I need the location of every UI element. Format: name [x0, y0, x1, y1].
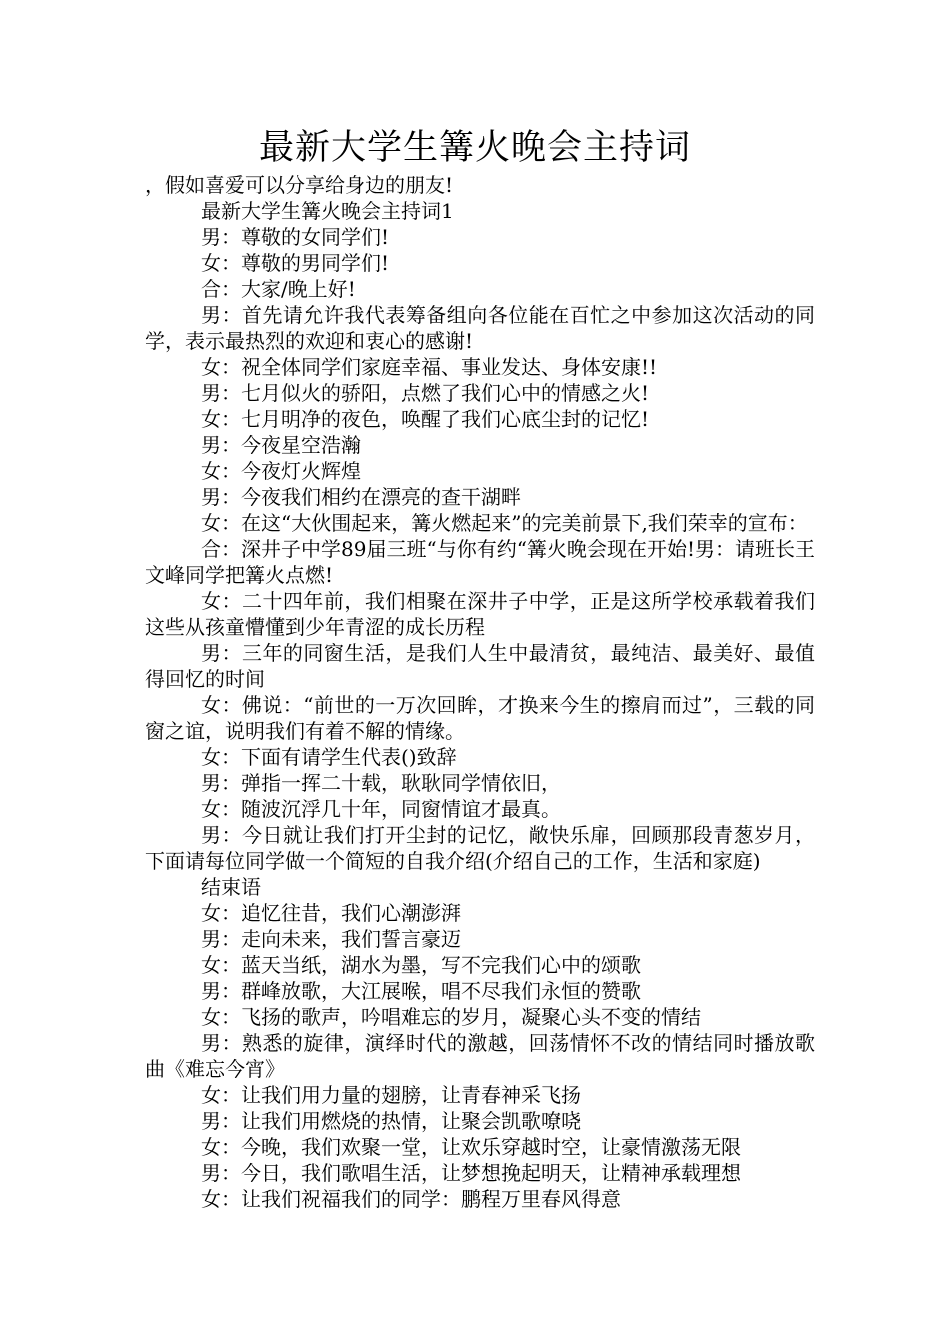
- paragraph: 合：深井子中学89届三班“与你有约“篝火晚会现在开始!男：请班长王文峰同学把篝火点燃!: [145, 537, 815, 587]
- paragraph: 男：今日就让我们打开尘封的记忆，敞快乐扉，回顾那段青葱岁月，下面请每位同学做一个简短的自我介绍(介绍自己的工作，生活和家庭): [145, 823, 815, 873]
- paragraph: 女：祝全体同学们家庭幸福、事业发达、身体安康!!: [201, 355, 658, 379]
- paragraph: 男：首先请允许我代表筹备组向各位能在百忙之中参加这次活动的同学，表示最热烈的欢迎和衷心的感谢!: [145, 303, 815, 353]
- paragraph: 女：下面有请学生代表()致辞: [201, 745, 457, 769]
- paragraph: 男：尊敬的女同学们!: [201, 225, 390, 249]
- paragraph: 合：大家/晚上好!: [201, 277, 356, 301]
- paragraph: 女：佛说：“前世的一万次回眸，才换来今生的擦肩而过”，三载的同窗之谊，说明我们有着不解的情缘。: [145, 693, 815, 743]
- document-title: 最新大学生篝火晚会主持词: [258, 128, 691, 168]
- paragraph: 男：七月似火的骄阳，点燃了我们心中的情感之火!: [201, 381, 650, 405]
- paragraph: 男：今夜我们相约在漂亮的查干湖畔: [201, 485, 521, 509]
- paragraph: 女：二十四年前，我们相聚在深井子中学，正是这所学校承载着我们这些从孩童懵懂到少年青涩的成长历程: [145, 589, 815, 639]
- section-heading-closing: 结束语: [201, 875, 261, 899]
- paragraph: 男：走向未来，我们誓言豪迈: [201, 927, 461, 951]
- paragraph: 女：追忆往昔，我们心潮澎湃: [201, 901, 461, 925]
- paragraph: 男：弹指一挥二十载，耿耿同学情依旧，: [201, 771, 561, 795]
- paragraph: 女：飞扬的歌声，吟唱难忘的岁月，凝聚心头不变的情结: [201, 1005, 701, 1029]
- paragraph: 女：今晚，我们欢聚一堂，让欢乐穿越时空，让豪情激荡无限: [201, 1135, 741, 1159]
- paragraph: 男：今夜星空浩瀚: [201, 433, 361, 457]
- paragraph: 女：七月明净的夜色，唤醒了我们心底尘封的记忆!: [201, 407, 650, 431]
- paragraph: 男：让我们用燃烧的热情，让聚会凯歌嘹哓: [201, 1109, 581, 1133]
- paragraph: 男：三年的同窗生活，是我们人生中最清贫，最纯洁、最美好、最值得回忆的时间: [145, 641, 815, 691]
- paragraph: 女：让我们祝福我们的同学：鹏程万里春风得意: [201, 1187, 621, 1211]
- paragraph: 女：随波沉浮几十年，同窗情谊才最真。: [201, 797, 561, 821]
- paragraph: 女：今夜灯火辉煌: [201, 459, 361, 483]
- document-body: [145, 172, 815, 1212]
- paragraph: 男：熟悉的旋律，演绎时代的激越，回荡情怀不改的情结同时播放歌曲《难忘今宵》: [145, 1031, 815, 1081]
- paragraph: 女：蓝天当纸，湖水为墨，写不完我们心中的颂歌: [201, 953, 641, 977]
- paragraph: ，假如喜爱可以分享给身边的朋友!: [145, 173, 454, 197]
- paragraph: 最新大学生篝火晚会主持词1: [201, 199, 454, 223]
- paragraph: 男：群峰放歌，大江展喉，唱不尽我们永恒的赞歌: [201, 979, 641, 1003]
- paragraph: 女：让我们用力量的翅膀，让青春神采飞扬: [201, 1083, 581, 1107]
- paragraph: 男：今日，我们歌唱生活，让梦想挽起明天，让精神承载理想: [201, 1161, 741, 1185]
- paragraph: 女：尊敬的男同学们!: [201, 251, 390, 275]
- paragraph: 女：在这“大伙围起来，篝火燃起来”的完美前景下,我们荣幸的宣布：: [201, 511, 808, 535]
